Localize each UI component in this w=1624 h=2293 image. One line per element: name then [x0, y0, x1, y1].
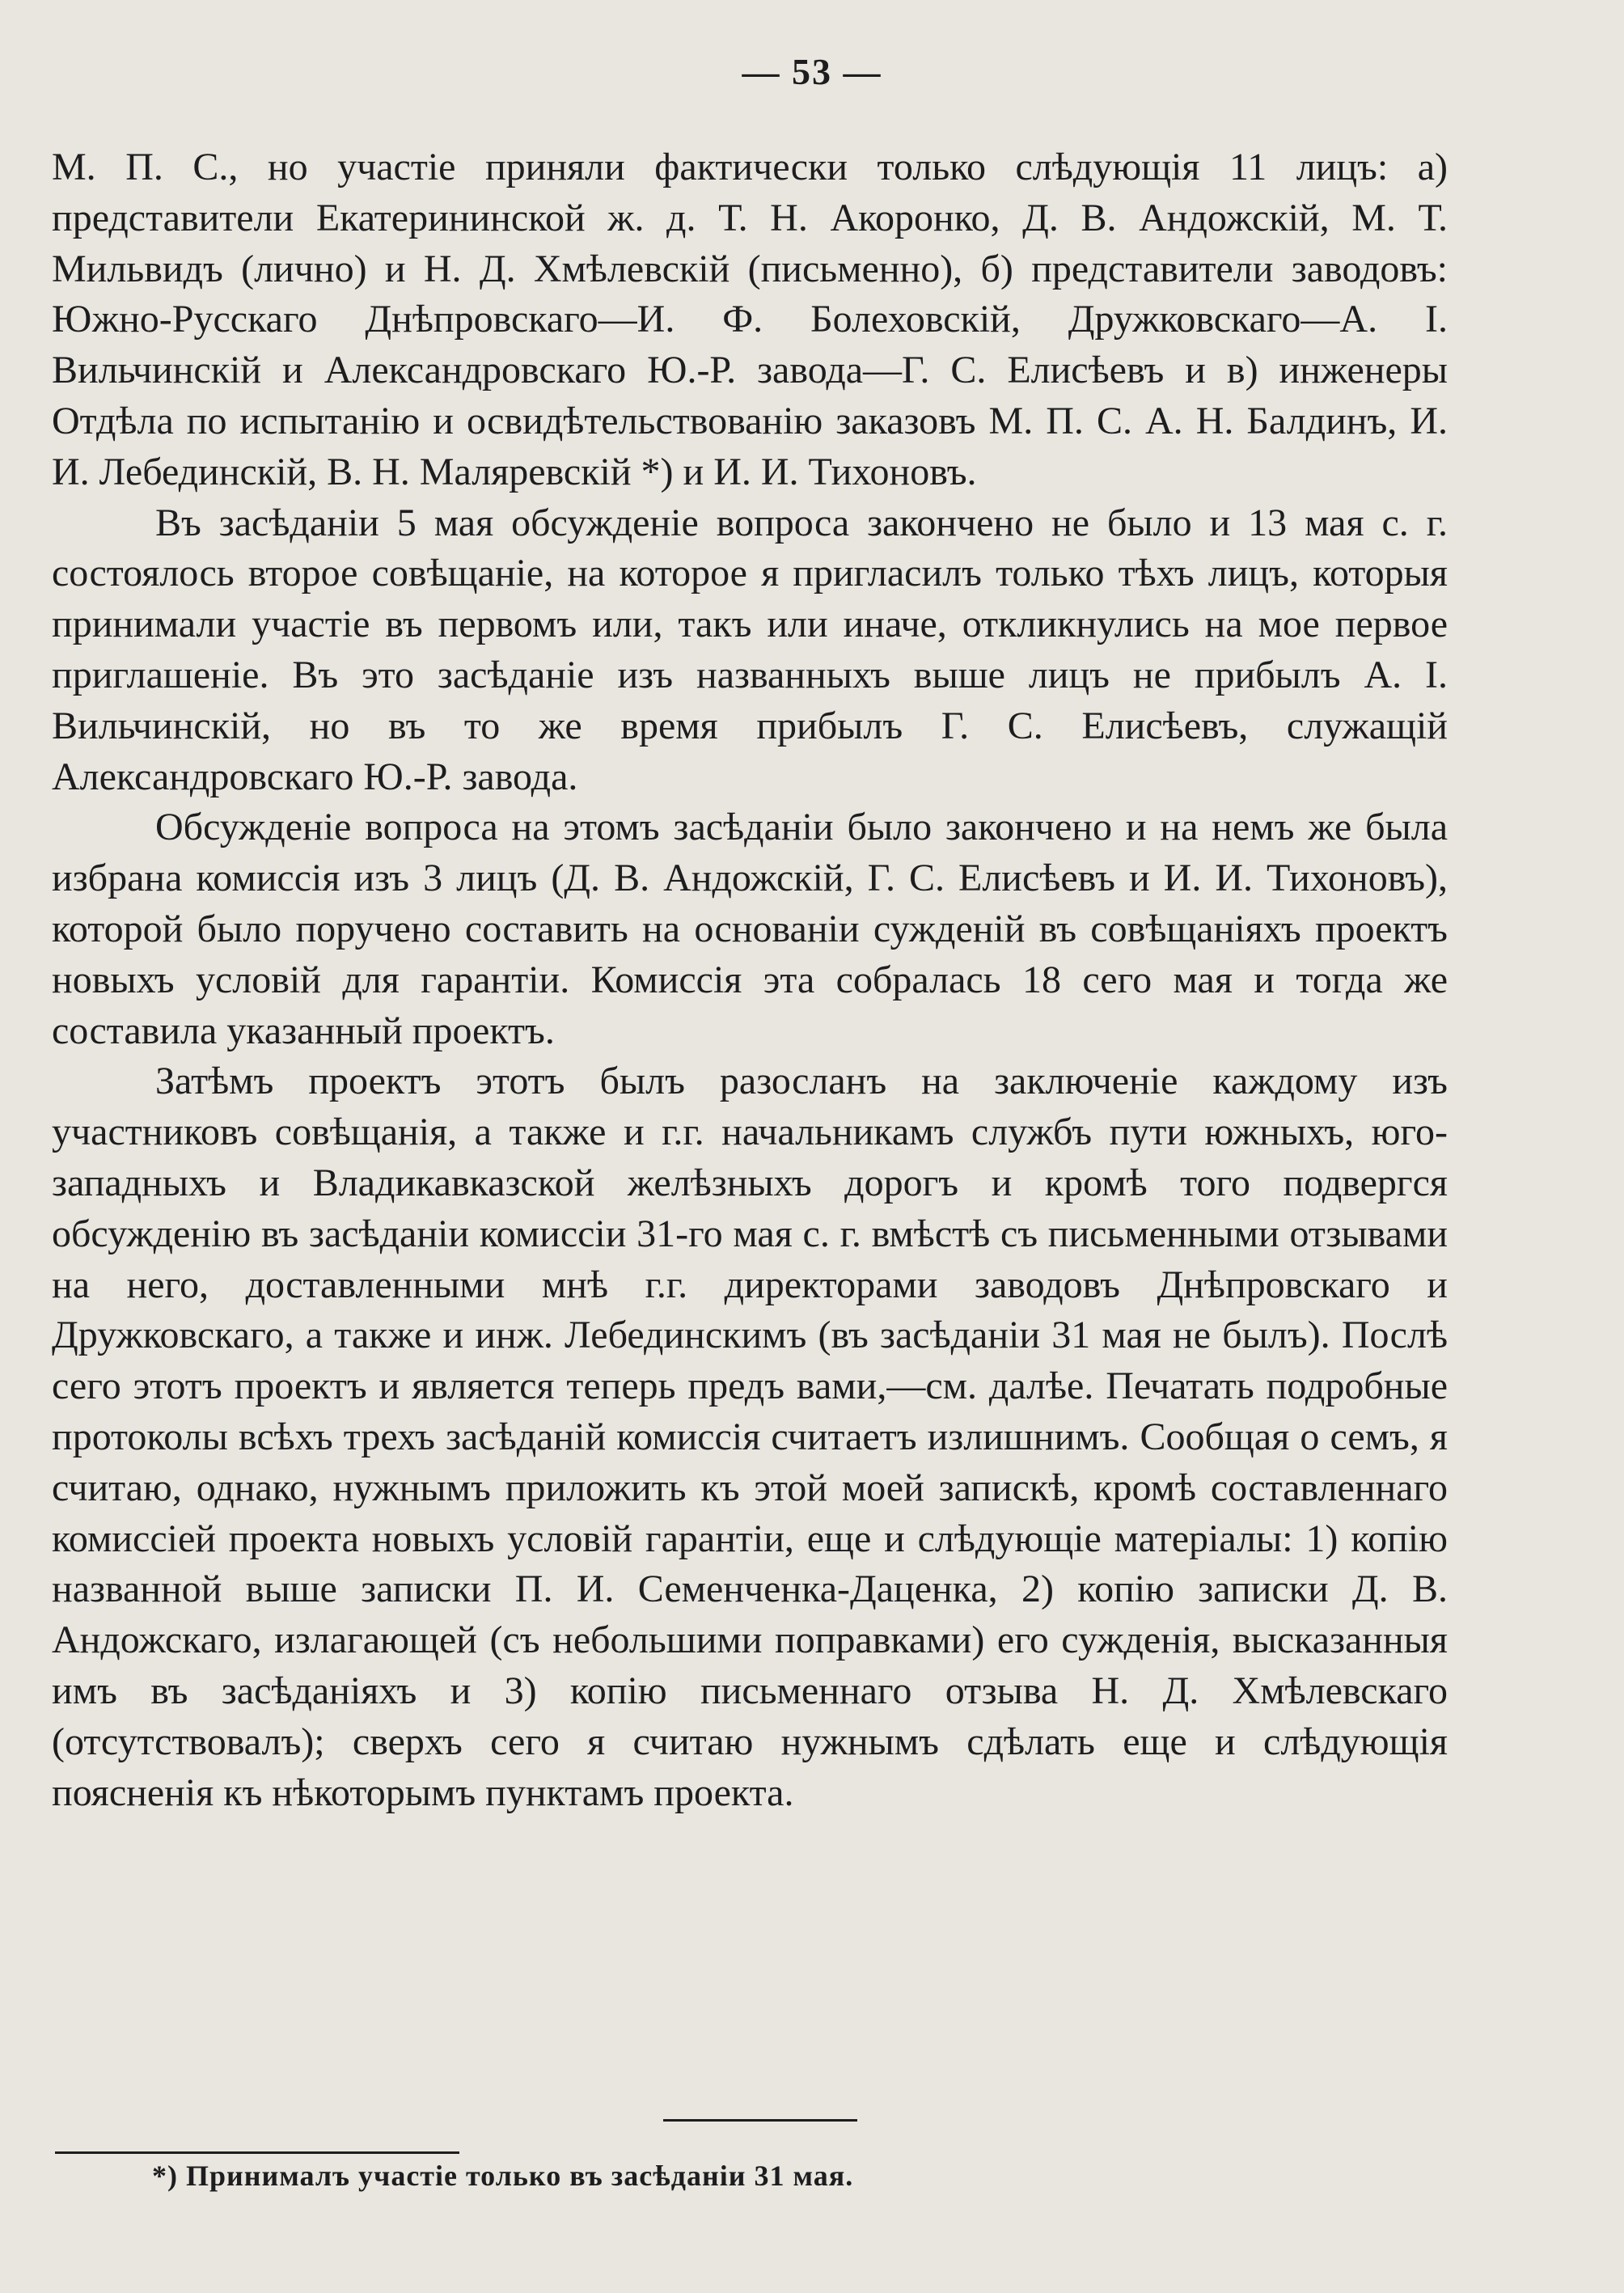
paragraph-1: М. П. С., но участіе приняли фактически только слѣдующія 11 лицъ: а) представители Екатерининской ж. д. Т. Н. Акоронко, Д. В. Андожскій, М. Т. Мильвидъ (лично) и Н. Д. Хмѣлевскій (письменно), б) представители заводовъ: Южно-Русскаго Днѣпровскаго—И. Ф. Болеховскій, Дружковскаго—А. І. Вильчинскій и Александровскаго Ю.-Р. завода—Г. С. Елисѣевъ и в) инженеры Отдѣла по испытанію и освидѣтельствованію заказовъ М. П. С. А. Н. Балдинъ, И. И. Лебединскій, В. Н. Маляревскій *) и И. И. Тихоновъ. — [52, 146, 1448, 493]
page-number: — 53 — — [742, 51, 882, 92]
paragraph-4: Затѣмъ проектъ этотъ былъ разосланъ на заключеніе каждому изъ участниковъ совѣщанія, а также и г.г. начальникамъ службъ пути южныхъ, юго-западныхъ и Владикавказской желѣзныхъ дорогъ и кромѣ того подвергся обсужденію въ засѣданіи комиссіи 31-го мая с. г. вмѣстѣ съ письменными отзывами на него, доставленными мнѣ г.г. директорами заводовъ Днѣпровскаго и Дружковскаго, а также и инж. Лебединскимъ (въ засѣданіи 31 мая не былъ). Послѣ сего этотъ проектъ и является теперь предъ вами,—см. далѣе. Печатать подробные протоколы всѣхъ трехъ засѣданій комиссія считаетъ излишнимъ. Сообщая о семъ, я считаю, однако, нужнымъ приложить къ этой моей запискѣ, кромѣ составленнаго комиссіей проекта новыхъ условій гарантіи, еще и слѣдующіе матеріалы: 1) копію названной выше записки П. И. Семенченка-Даценка, 2) копію записки Д. В. Андожскаго, излагающей (съ небольшими поправками) его сужденія, высказанныя имъ въ засѣданіяхъ и 3) копію письменнаго отзыва Н. Д. Хмѣлевскаго (отсутствовалъ); сверхъ сего я считаю нужнымъ сдѣлать еще и слѣдующія поясненія къ нѣкоторымъ пунктамъ проекта. — [52, 1060, 1448, 1814]
footnote: *) Принималъ участіе только въ засѣданіи 31 мая. — [152, 2160, 854, 2192]
section-end-rule — [663, 2119, 857, 2122]
body-text — [52, 142, 1448, 1818]
paragraph-2: Въ засѣданіи 5 мая обсужденіе вопроса закончено не было и 13 мая с. г. состоялось второе совѣщаніе, на которое я пригласилъ только тѣхъ лицъ, которыя принимали участіе въ первомъ или, такъ или иначе, откликнулись на мое первое приглашеніе. Въ это засѣданіе изъ названныхъ выше лицъ не прибылъ А. І. Вильчинскій, но въ то же время прибылъ Г. С. Елисѣевъ, служащій Александровскаго Ю.-Р. завода. — [52, 501, 1448, 798]
paragraph-3: Обсужденіе вопроса на этомъ засѣданіи было закончено и на немъ же была избрана комиссія изъ 3 лицъ (Д. В. Андожскій, Г. С. Елисѣевъ и И. И. Тихоновъ), которой было поручено составить на основаніи сужденій въ совѣщаніяхъ проектъ новыхъ условій для гарантіи. Комиссія эта собралась 18 сего мая и тогда же составила указанный проектъ. — [52, 806, 1448, 1052]
